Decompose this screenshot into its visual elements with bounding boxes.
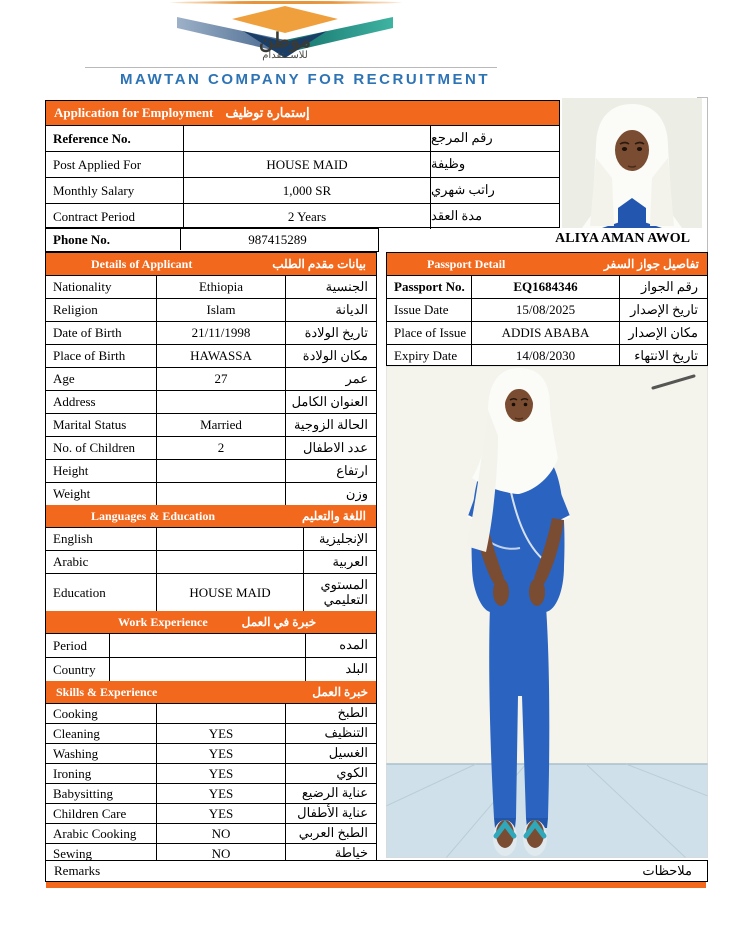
row-label-en: Babysitting: [53, 785, 113, 801]
row-label-ar: الغسيل: [285, 744, 375, 763]
row-value: Married: [156, 414, 285, 436]
row-label-en: Place of Birth: [53, 348, 126, 363]
row-label-ar: راتب شهري: [430, 178, 554, 203]
details-title-ar: بيانات مقدم الطلب: [272, 256, 366, 271]
table-row: [46, 390, 376, 413]
phone-value: 987415289: [180, 229, 374, 250]
row-value: Ethiopia: [156, 276, 285, 298]
table-row: [387, 344, 707, 367]
application-title-ar: إستمارة توظيف: [225, 105, 310, 120]
passport-header: [387, 253, 707, 275]
footer-orange-bar: [46, 882, 706, 888]
application-table: [45, 100, 560, 228]
table-row: [46, 321, 376, 344]
row-value: EQ1684346: [471, 276, 619, 298]
row-label-ar: مكان الولادة: [285, 345, 375, 367]
row-label-en: Cleaning: [53, 725, 100, 741]
application-header: [46, 101, 559, 125]
row-label-ar: العربية: [303, 551, 375, 573]
table-row: [46, 125, 559, 151]
header-divider-line: [85, 67, 497, 68]
row-label-en: Weight: [53, 486, 91, 501]
phone-label: Phone No.: [53, 231, 111, 247]
table-row: [46, 436, 376, 459]
row-label-ar: تاريخ الولادة: [285, 322, 375, 344]
row-value: [156, 551, 303, 573]
row-label-ar: عناية الأطفال: [285, 804, 375, 823]
table-row: [46, 459, 376, 482]
skills-header: [46, 681, 376, 703]
row-label-ar: الطبخ: [285, 704, 375, 723]
details-title-en: Details of Applicant: [91, 256, 193, 271]
row-label-en: Sewing: [53, 845, 92, 861]
row-value: 15/08/2025: [471, 299, 619, 321]
remarks-label-en: Remarks: [54, 863, 101, 878]
row-value: 1,000 SR: [183, 178, 430, 203]
table-row: [46, 367, 376, 390]
table-row: [46, 275, 376, 298]
skills-title-ar: خبرة العمل: [312, 684, 368, 699]
row-value: HOUSE MAID: [183, 152, 430, 177]
row-value: 2: [156, 437, 285, 459]
table-row: [387, 275, 707, 298]
row-value: YES: [156, 724, 285, 743]
row-value: 21/11/1998: [156, 322, 285, 344]
row-value: [183, 126, 430, 151]
table-row: [46, 151, 559, 177]
company-name: MAWTAN COMPANY FOR RECRUITMENT: [120, 71, 490, 88]
row-label-en: Cooking: [53, 705, 98, 721]
row-value: NO: [156, 824, 285, 843]
work-experience-header: [46, 611, 376, 633]
row-label-en: Place of Issue: [394, 325, 467, 340]
remarks-label-ar: ملاحظات: [642, 862, 692, 878]
table-row: [46, 550, 376, 573]
row-label-ar: عمر: [285, 368, 375, 390]
row-label-ar: الحالة الزوجية: [285, 414, 375, 436]
row-value: [156, 704, 285, 723]
table-row: [46, 344, 376, 367]
row-label-ar: تاريخ الإصدار: [619, 299, 705, 321]
row-label-en: Reference No.: [53, 130, 131, 146]
table-row: [46, 203, 559, 229]
row-label-ar: الطبخ العربي: [285, 824, 375, 843]
applicant-name: ALIYA AMAN AWOL: [555, 231, 690, 246]
phone-table: [45, 228, 379, 252]
table-row: [46, 573, 376, 611]
table-row: [387, 298, 707, 321]
table-row: [387, 321, 707, 344]
row-label-en: Date of Birth: [53, 325, 122, 340]
row-label-en: Marital Status: [53, 417, 127, 432]
passport-title-ar: تفاصيل جواز السفر: [603, 256, 699, 271]
row-label-ar: الديانة: [285, 299, 375, 321]
row-label-ar: عناية الرضيع: [285, 784, 375, 803]
table-row: [46, 703, 376, 723]
row-label-en: Education: [53, 584, 106, 600]
row-value: YES: [156, 744, 285, 763]
row-label-ar: وظيفة: [430, 152, 554, 177]
applicant-portrait-photo: [562, 98, 702, 228]
row-value: YES: [156, 764, 285, 783]
row-label-en: Country: [53, 661, 96, 677]
row-label-en: Issue Date: [394, 302, 449, 317]
row-label-en: Monthly Salary: [53, 182, 135, 198]
row-value: HAWASSA: [156, 345, 285, 367]
row-value: 14/08/2030: [471, 345, 619, 367]
applicant-details-section: [45, 252, 377, 862]
row-value: [156, 460, 285, 482]
row-value: 27: [156, 368, 285, 390]
scan-edge-mark: [707, 97, 708, 257]
row-value: [156, 483, 285, 505]
row-label-en: Contract Period: [53, 208, 135, 224]
row-label-ar: عدد الاطفال: [285, 437, 375, 459]
table-row: [46, 633, 376, 657]
row-label-ar: وزن: [285, 483, 375, 505]
table-row: [46, 527, 376, 550]
scan-corner-mark: [697, 97, 708, 98]
row-value: YES: [156, 784, 285, 803]
row-value: [109, 634, 305, 657]
work-title-ar: خبرة في العمل: [241, 614, 317, 629]
row-label-en: English: [53, 531, 93, 546]
row-label-en: Passport No.: [394, 279, 465, 294]
row-label-en: Expiry Date: [394, 348, 458, 363]
row-value: Islam: [156, 299, 285, 321]
row-label-en: Height: [53, 463, 89, 478]
row-value: [156, 528, 303, 550]
table-row: [46, 177, 559, 203]
row-label-ar: رقم المرجع: [430, 126, 554, 151]
row-label-en: Children Care: [53, 805, 127, 821]
row-label-en: Period: [53, 637, 87, 653]
table-row: [46, 229, 378, 250]
row-label-ar: العنوان الكامل: [285, 391, 375, 413]
table-row: [46, 413, 376, 436]
languages-title-en: Languages & Education: [91, 508, 216, 523]
skills-title-en: Skills & Experience: [56, 684, 158, 699]
table-row: [46, 743, 376, 763]
row-label-en: Address: [53, 394, 96, 409]
row-label-en: Religion: [53, 302, 98, 317]
row-label-en: Age: [53, 371, 75, 386]
row-value: 2 Years: [183, 204, 430, 229]
row-label-ar: التنظيف: [285, 724, 375, 743]
row-label-ar: الجنسية: [285, 276, 375, 298]
table-row: [46, 803, 376, 823]
row-value: ADDIS ABABA: [471, 322, 619, 344]
table-row: [46, 657, 376, 681]
row-label-ar: البلد: [305, 658, 375, 681]
row-label-en: Post Applied For: [53, 156, 142, 172]
row-label-en: Washing: [53, 745, 99, 761]
row-value: NO: [156, 844, 285, 863]
applicant-full-body-photo: [386, 366, 708, 858]
row-value: [109, 658, 305, 681]
passport-table: [386, 252, 708, 366]
languages-education-header: [46, 505, 376, 527]
row-label-ar: مكان الإصدار: [619, 322, 705, 344]
table-row: [46, 482, 376, 505]
logo-wordmark-arabic: موطن: [258, 30, 312, 52]
application-title-en: Application for Employment: [54, 105, 214, 120]
row-label-en: Arabic: [53, 554, 89, 569]
table-row: [46, 298, 376, 321]
row-label-ar: الإنجليزية: [303, 528, 375, 550]
work-title-en: Work Experience: [118, 614, 208, 629]
row-value: [156, 391, 285, 413]
row-value: YES: [156, 804, 285, 823]
row-label-ar: المده: [305, 634, 375, 657]
row-label-ar: خياطة: [285, 844, 375, 863]
row-label-ar: الكوي: [285, 764, 375, 783]
row-label-en: Arabic Cooking: [53, 825, 137, 841]
row-label-ar: تاريخ الانتهاء: [619, 345, 705, 367]
row-label-en: Nationality: [53, 279, 112, 294]
table-row: [46, 763, 376, 783]
row-label-ar: مدة العقد: [430, 204, 554, 229]
passport-title-en: Passport Detail: [427, 256, 506, 271]
table-row: [46, 723, 376, 743]
row-label-ar: رقم الجواز: [619, 276, 705, 298]
table-row: [46, 783, 376, 803]
row-label-ar: المستوي التعليمي: [303, 574, 375, 611]
row-value: HOUSE MAID: [156, 574, 303, 611]
logo-tagline-arabic: للاســتقدام: [262, 50, 308, 61]
table-row: [46, 823, 376, 843]
row-label-en: Ironing: [53, 765, 92, 781]
row-label-en: No. of Children: [53, 440, 135, 455]
remarks-row: [45, 860, 708, 882]
languages-title-ar: اللغة والتعليم: [302, 508, 366, 523]
row-label-ar: ارتفاع: [285, 460, 375, 482]
details-header: [46, 253, 376, 275]
